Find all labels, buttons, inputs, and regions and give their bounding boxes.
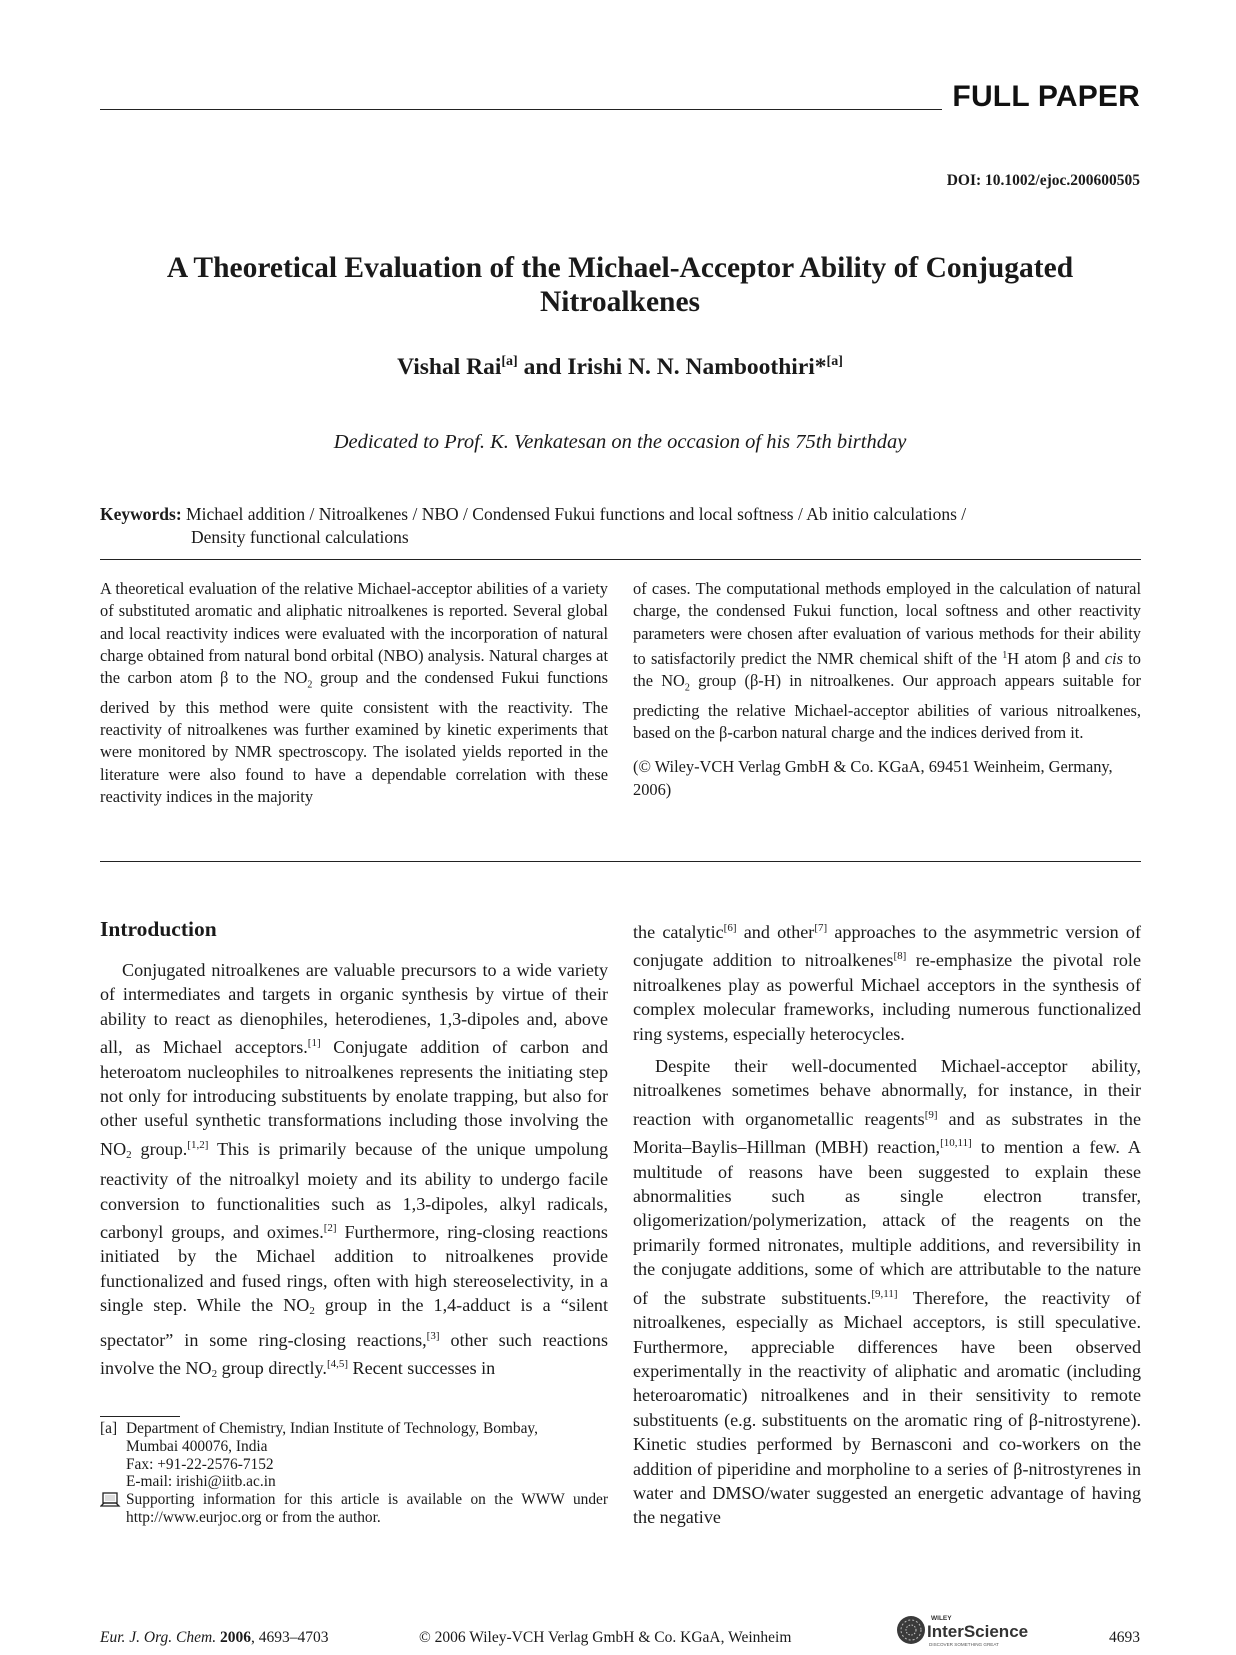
author-1-affiliation: [a]: [501, 354, 518, 369]
article-title: A Theoretical Evaluation of the Michael-Acceptor Ability of Conjugated Nitroalkenes: [166, 252, 1074, 318]
citation: [7]: [814, 922, 828, 934]
citation: [4,5]: [326, 1358, 349, 1371]
author-2: Irishi N. N. Namboothiri*: [567, 354, 827, 380]
body-left-column: [100, 958, 608, 1387]
footnote-rule: [100, 1416, 180, 1417]
dedication: Dedicated to Prof. K. Venkatesan on the occasion of his 75th birthday: [333, 431, 907, 453]
section-label: FULL PAPER: [952, 80, 1140, 113]
keywords-line-1: Michael addition / Nitroalkenes / NBO / Condensed Fukui functions and local softness / Ab initio calculations /: [186, 504, 967, 524]
citation: [9,11]: [871, 1287, 898, 1300]
keywords-rule: [100, 559, 1141, 560]
abstract-copyright: (© Wiley-VCH Verlag GmbH & Co. KGaA, 69451 Weinheim, Germany, 2006): [633, 757, 1113, 799]
paragraph: the catalytic[6] and other[7] approaches to the asymmetric version of conjugate addition to nitroalkenes[8] re-emphasize the pivotal role nitroalkenes play as powerful Michael acceptors in the synthesis of complex molecular frameworks, including numerous functionalized ring systems, especially heterocycles.: [633, 922, 1141, 1044]
author-conjunction: and: [517, 354, 568, 380]
supporting-information-note: Supporting information for this article is available on the WWW under http://www.eurjoc.org or from the author.: [126, 1491, 608, 1526]
keywords-label: Keywords:: [100, 504, 182, 524]
citation: [6]: [723, 922, 737, 934]
journal-citation: Eur. J. Org. Chem. 2006, 4693–4703: [100, 1629, 329, 1646]
keywords-line-2: Density functional calculations: [191, 527, 409, 547]
logo-wiley-text: WILEY: [931, 1615, 952, 1622]
header-rule: [100, 109, 942, 110]
footnote-mark: [a]: [100, 1420, 118, 1437]
citation: [2]: [323, 1222, 337, 1235]
page-number: 4693: [1109, 1629, 1140, 1646]
citation: [3]: [426, 1329, 440, 1342]
abstract-right-column: of cases. The computational methods employed in the calculation of natural charge, the condensed Fukui function, local softness and other reactivity parameters were chosen after evaluation of various methods for their ability to satisfactorily predict the NMR chemical shift of the $^1$H atom β and cis to the $NO_2$ group (β-H) in nitroalkenes. Our approach appears suitable for predicting the relative Michael-acceptor abilities of various nitroalkenes, based on the β-carbon natural charge and the indices derived from it. (© Wiley-VCH Verlag GmbH & Co. KGaA, 69451 Weinheim, Germany, 2006): [633, 578, 1141, 801]
logo-tagline: DISCOVER SOMETHING GREAT: [929, 1642, 999, 1647]
affiliation-line: E-mail: irishi@iitb.ac.in: [126, 1473, 276, 1491]
footer-copyright: © 2006 Wiley-VCH Verlag GmbH & Co. KGaA, Weinheim: [419, 1629, 792, 1646]
footnote: [100, 1420, 608, 1527]
abstract-rule: [100, 861, 1141, 862]
body-right-column: [633, 916, 1141, 1530]
abstract-left-column: A theoretical evaluation of the relative Michael-acceptor abilities of a variety of substituted aromatic and aliphatic nitroalkenes is reported. Several global and local reactivity indices were evaluated with the incorporation of natural charge obtained from natural bond orbital (NBO) analysis. Natural charges at the carbon atom β to the $NO_2$ group and the condensed Fukui functions derived by this method were quite consistent with the reactivity. The reactivity of nitroalkenes was further examined by kinetic experiments that were monitored by NMR spectroscopy. The isolated yields reported in the literature were also found to have a dependable correlation with these reactivity indices in the majority: [100, 579, 608, 806]
paragraph: Conjugated nitroalkenes are valuable precursors to a wide variety of intermediates and targets in organic synthesis by virtue of their ability to react as dienophiles, heterodienes, 1,3-dipoles and, above all, as Michael acceptors.[1] Conjugate addition of carbon and heteroatom nucleophiles to nitroalkenes represents the initiating step not only for introducing substituents by enolate trapping, but also for other useful synthetic transformations including those involving the $NO_2$ group.[1,2] This is primarily because of the unique umpolung reactivity of the nitroalkyl moiety and its ability to undergo facile conversion to functionalities such as 1,3-dipoles, alkyl radicals, carbonyl groups, and oximes.[2] Furthermore, ring-closing reactions initiated by the Michael addition to nitroalkenes provide functionalized and fused rings, often with high stereoselectivity, in a single step. While the $NO_2$ group in the 1,4-adduct is a “silent spectator” in some ring-closing reactions,[3] other such reactions involve the $NO_2$ group directly.[4,5] Recent successes in: [100, 960, 608, 1381]
logo-interscience-text: InterScience: [927, 1622, 1029, 1641]
citation: [9]: [924, 1108, 938, 1121]
author-list: [100, 354, 1140, 381]
author-2-affiliation: [a]: [826, 354, 843, 369]
affiliation-line: Fax: +91-22-2576-7152: [126, 1455, 274, 1473]
computer-icon: [100, 1492, 122, 1508]
keywords: [100, 503, 1145, 549]
citation: [8]: [893, 950, 907, 963]
section-heading-introduction: Introduction: [100, 917, 217, 941]
interscience-globe-icon: [897, 1616, 925, 1644]
interscience-logo: [893, 1608, 1053, 1652]
affiliation-line: Department of Chemistry, Indian Institute of Technology, Bombay,: [126, 1420, 538, 1437]
citation: [10,11]: [940, 1137, 972, 1150]
doi: DOI: 10.1002/ejoc.200600505: [946, 172, 1140, 189]
paragraph: Despite their well-documented Michael-acceptor ability, nitroalkenes sometimes behave abnormally, for instance, in their reaction with organometallic reagents[9] and as substrates in the Morita–Baylis–Hillman (MBH) reaction,[10,11] to mention a few. A multitude of reasons have been suggested to explain these abnormalities such as single electron transfer, oligomerization/polymerization, attack of the reagents on the primarily formed nitronates, multiple additions, and reversibility in the conjugate additions, some of which are attributable to the nature of the substrate substituents.[9,11] Therefore, the reactivity of nitroalkenes, especially as Michael acceptors, is still speculative. Furthermore, appreciable differences have been observed experimentally in the reactivity of aliphatic and aromatic (including heteroaromatic) nitroalkenes and in their sensitivity to remote substituents (e.g. substituents on the aromatic ring of β-nitrostyrene). Kinetic studies performed by Bernasconi and co-workers on the addition of piperidine and morpholine to a series of β-nitrostyrenes in water and DMSO/water suggested an energetic advantage of having the negative: [633, 1056, 1142, 1528]
author-1: Vishal Rai: [397, 354, 502, 380]
citation: [1,2]: [187, 1138, 209, 1151]
citation: [1]: [307, 1037, 321, 1050]
affiliation-line: Mumbai 400076, India: [126, 1437, 268, 1455]
